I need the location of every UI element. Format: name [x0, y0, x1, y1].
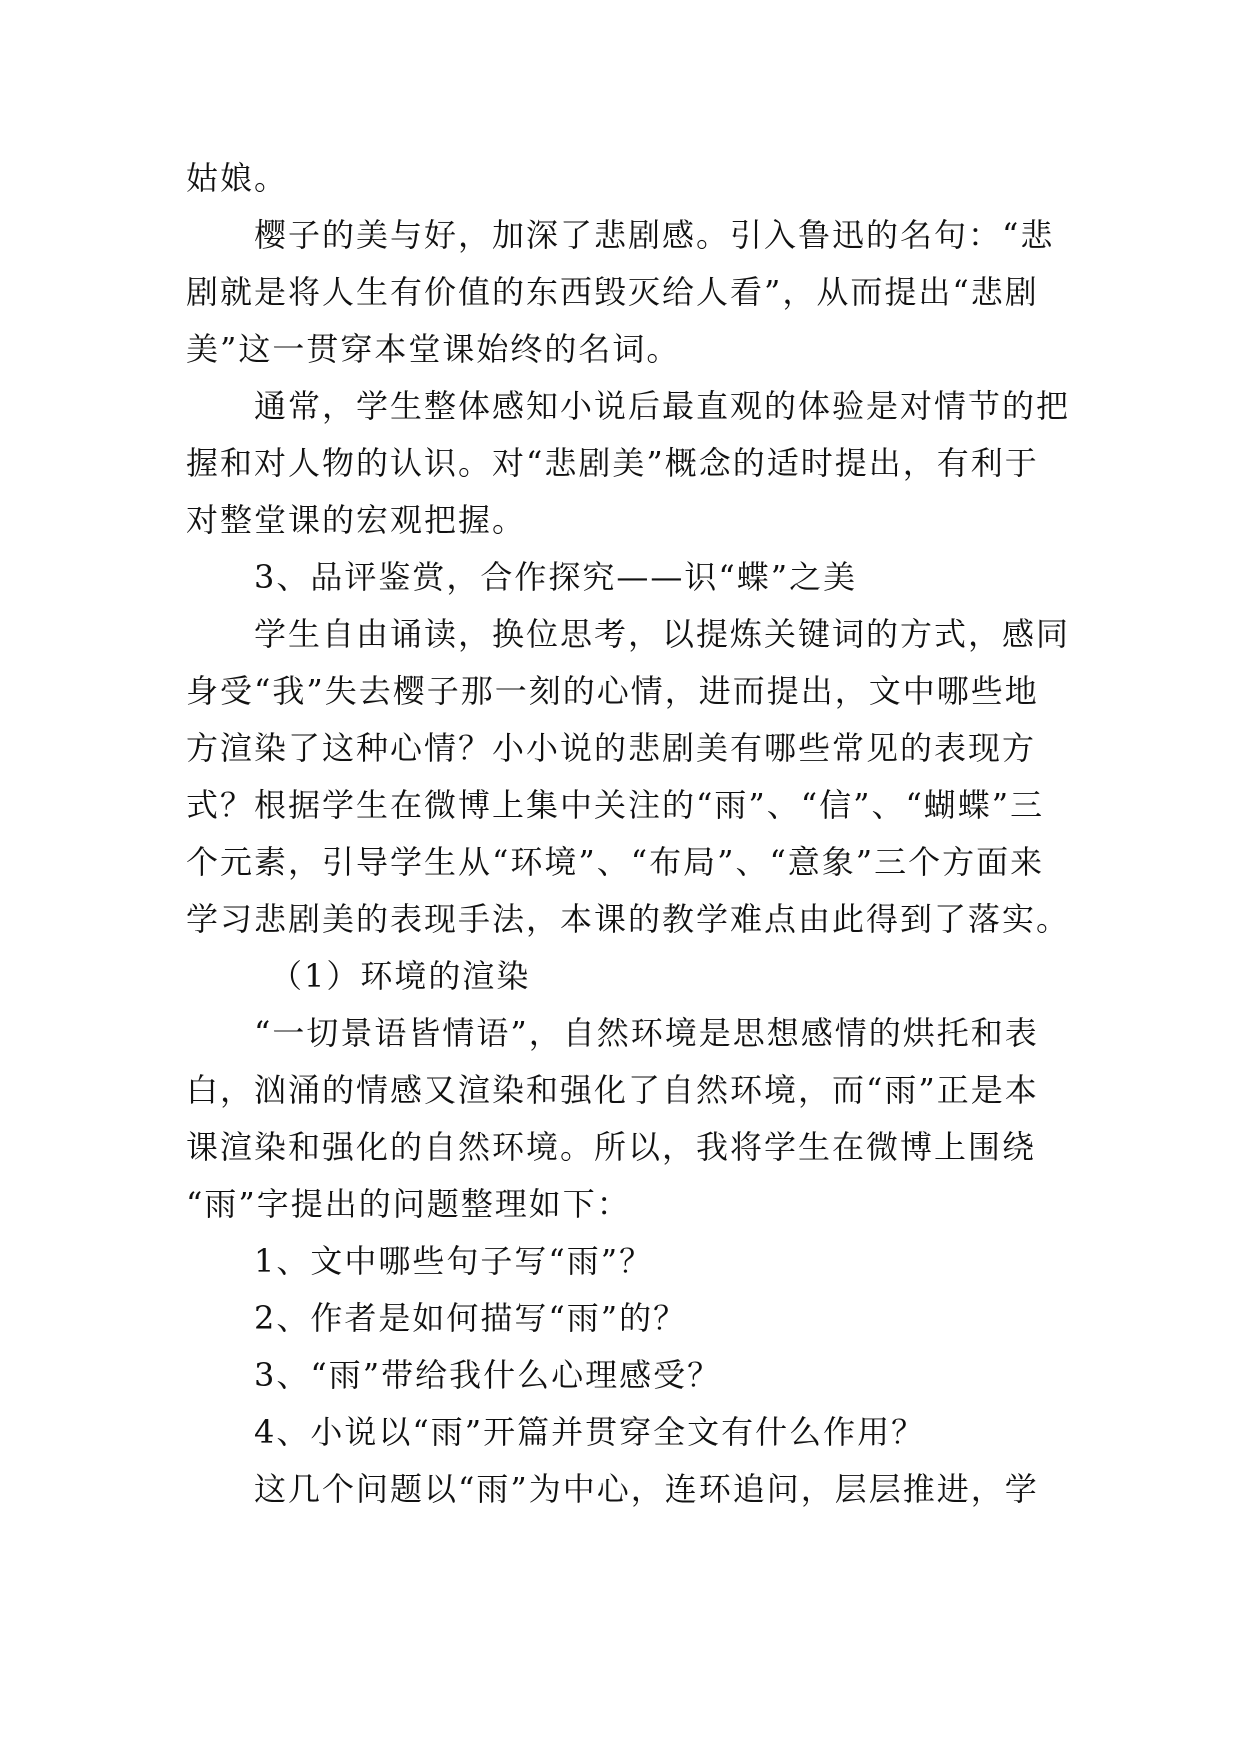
text-line: 姑娘。	[186, 159, 289, 197]
text-line: 方渲染了这种心情？小小说的悲剧美有哪些常见的表现方	[186, 729, 1037, 767]
text-line: 对整堂课的宏观把握。	[186, 501, 527, 539]
text-line: 式？根据学生在微博上集中关注的“雨”、“信”、“蝴蝶”三	[186, 786, 1045, 824]
text-line: 握和对人物的认识。对“悲剧美”概念的适时提出，有利于	[186, 444, 1039, 482]
question-item: 1、文中哪些句子写“雨”？	[254, 1242, 654, 1280]
document-page	[186, 150, 1071, 1518]
text-line: 剧就是将人生有价值的东西毁灭给人看”，从而提出“悲剧	[186, 273, 1039, 311]
text-line: 课渲染和强化的自然环境。所以，我将学生在微博上围绕	[186, 1128, 1037, 1166]
subsection-heading: （1）环境的渲染	[270, 957, 531, 995]
text-line: 白，汹涌的情感又渲染和强化了自然环境，而“雨”正是本	[186, 1071, 1039, 1109]
text-line: “雨”字提出的问题整理如下：	[186, 1185, 631, 1223]
text-line: 学生自由诵读，换位思考，以提炼关键词的方式，感同	[254, 615, 1071, 653]
text-line: 学习悲剧美的表现手法，本课的教学难点由此得到了落实。	[186, 900, 1071, 938]
text-line: 这几个问题以“雨”为中心，连环追问，层层推进，学	[254, 1470, 1039, 1508]
question-item: 3、“雨”带给我什么心理感受？	[254, 1356, 722, 1394]
text-line: 个元素，引导学生从“环境”、“布局”、“意象”三个方面来	[186, 843, 1045, 881]
question-item: 4、小说以“雨”开篇并贯穿全文有什么作用？	[254, 1413, 926, 1451]
text-line: 身受“我”失去樱子那一刻的心情，进而提出，文中哪些地	[186, 672, 1039, 710]
text-line: “一切景语皆情语”，自然环境是思想感情的烘托和表	[254, 1014, 1039, 1052]
question-item: 2、作者是如何描写“雨”的？	[254, 1299, 688, 1337]
text-line: 樱子的美与好，加深了悲剧感。引入鲁迅的名句：“悲	[254, 216, 1055, 254]
text-line: 美”这一贯穿本堂课始终的名词。	[186, 330, 681, 368]
text-line: 通常，学生整体感知小说后最直观的体验是对情节的把	[254, 387, 1071, 425]
section-heading: 3、品评鉴赏，合作探究——识“蝶”之美	[254, 558, 858, 596]
